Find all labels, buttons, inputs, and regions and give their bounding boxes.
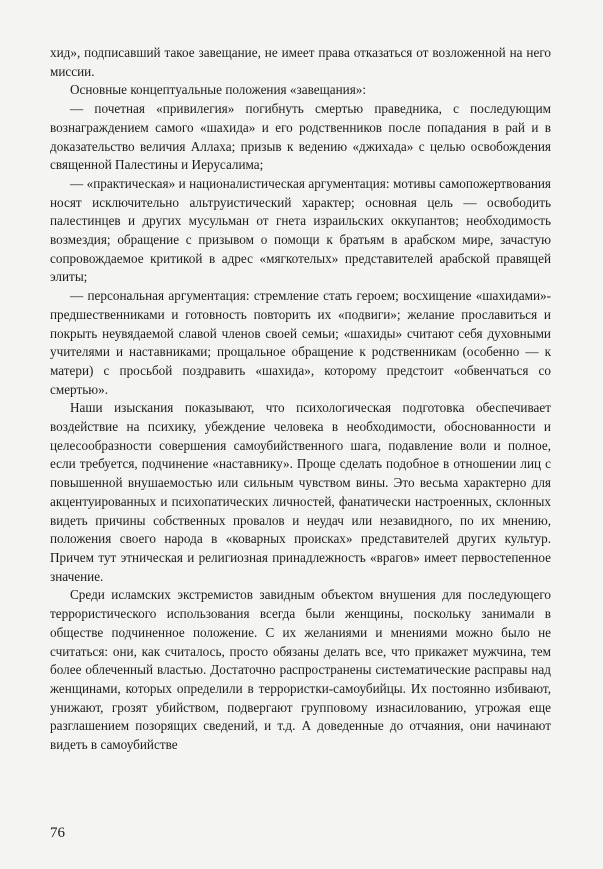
paragraph: — почетная «привилегия» погибнуть смертью праведника, с последующим вознаграждением самого «шахида» и его родственников после попадания в рай и в доказательство величия Аллаха; призыв к ведению «джихада» с целью освобождения священной Палестины и Иерусалима; <box>50 101 551 173</box>
paragraph: Наши изыскания показывают, что психологическая подготовка обеспечивает воздействие на психику, убеждение человека в необходимости, обоснованности и целесообразности совершения самоубийственного шага, подавление воли и полное, если требуется, подчинение «наставнику». Проще сделать подобное в отношении лиц с повышенной внушаемостью или сильным чувством вины. Это весьма характерно для акцентуированных и психопатических личностей, фанатически настроенных, склонных видеть причины собственных провалов и неудач или незавидного, по их мнению, положения своего народа в «коварных происках» представителей других культур. Причем тут этническая и религиозная принадлежность «врагов» имеет первостепенное значение. <box>50 400 551 584</box>
page-number: 76 <box>50 825 65 841</box>
paragraph: Среди исламских экстремистов завидным объектом внушения для последующего террористического использования всегда были женщины, поскольку занимали в обществе подчиненное положение. С их желаниями и мнениями можно было не считаться: они, как считалось, просто обязаны делать все, что прикажет мужчина, тем более облеченный властью. Достаточно распространены систематические расправы над женщинами, которых определили в террористки-самоубийцы. Их постоянно избивают, унижают, грозят убийством, подвергают групповому изнасилованию, угрожая еще разглашением позорящих сведений, и т.д. А доведенные до отчаяния, они начинают видеть в самоубийстве <box>50 587 551 753</box>
paragraph: Основные концептуальные положения «завещания»: <box>70 82 367 98</box>
paragraph: — персональная аргументация: стремление стать героем; восхищение «шахидами»-предшественниками и готовность повторить их «подвиги»; желание прославиться и покрыть неувядаемой славой членов своей семьи; «шахиды» считают себя духовными учителями и наставниками; прощальное обращение к родственникам (особенно — к матери) с просьбой поздравить «шахида», которому предстоит «обвенчаться со смертью». <box>50 288 551 397</box>
paragraph: хид», подписавший такое завещание, не имеет права отказаться от возложенной на него миссии. <box>50 45 551 79</box>
paragraph: — «практическая» и националистическая аргументация: мотивы самопожертвования носят исключительно альтруистический характер; основная цель — освободить палестинцев и других мусульман от гнета израильских оккупантов; необходимость возмездия; обращение с призывом о помощи к братьям в арабском мире, зачастую сопровождаемое критикой в адрес «мягкотелых» представителей арабской правящей элиты; <box>50 175 551 285</box>
body-text <box>50 44 551 755</box>
